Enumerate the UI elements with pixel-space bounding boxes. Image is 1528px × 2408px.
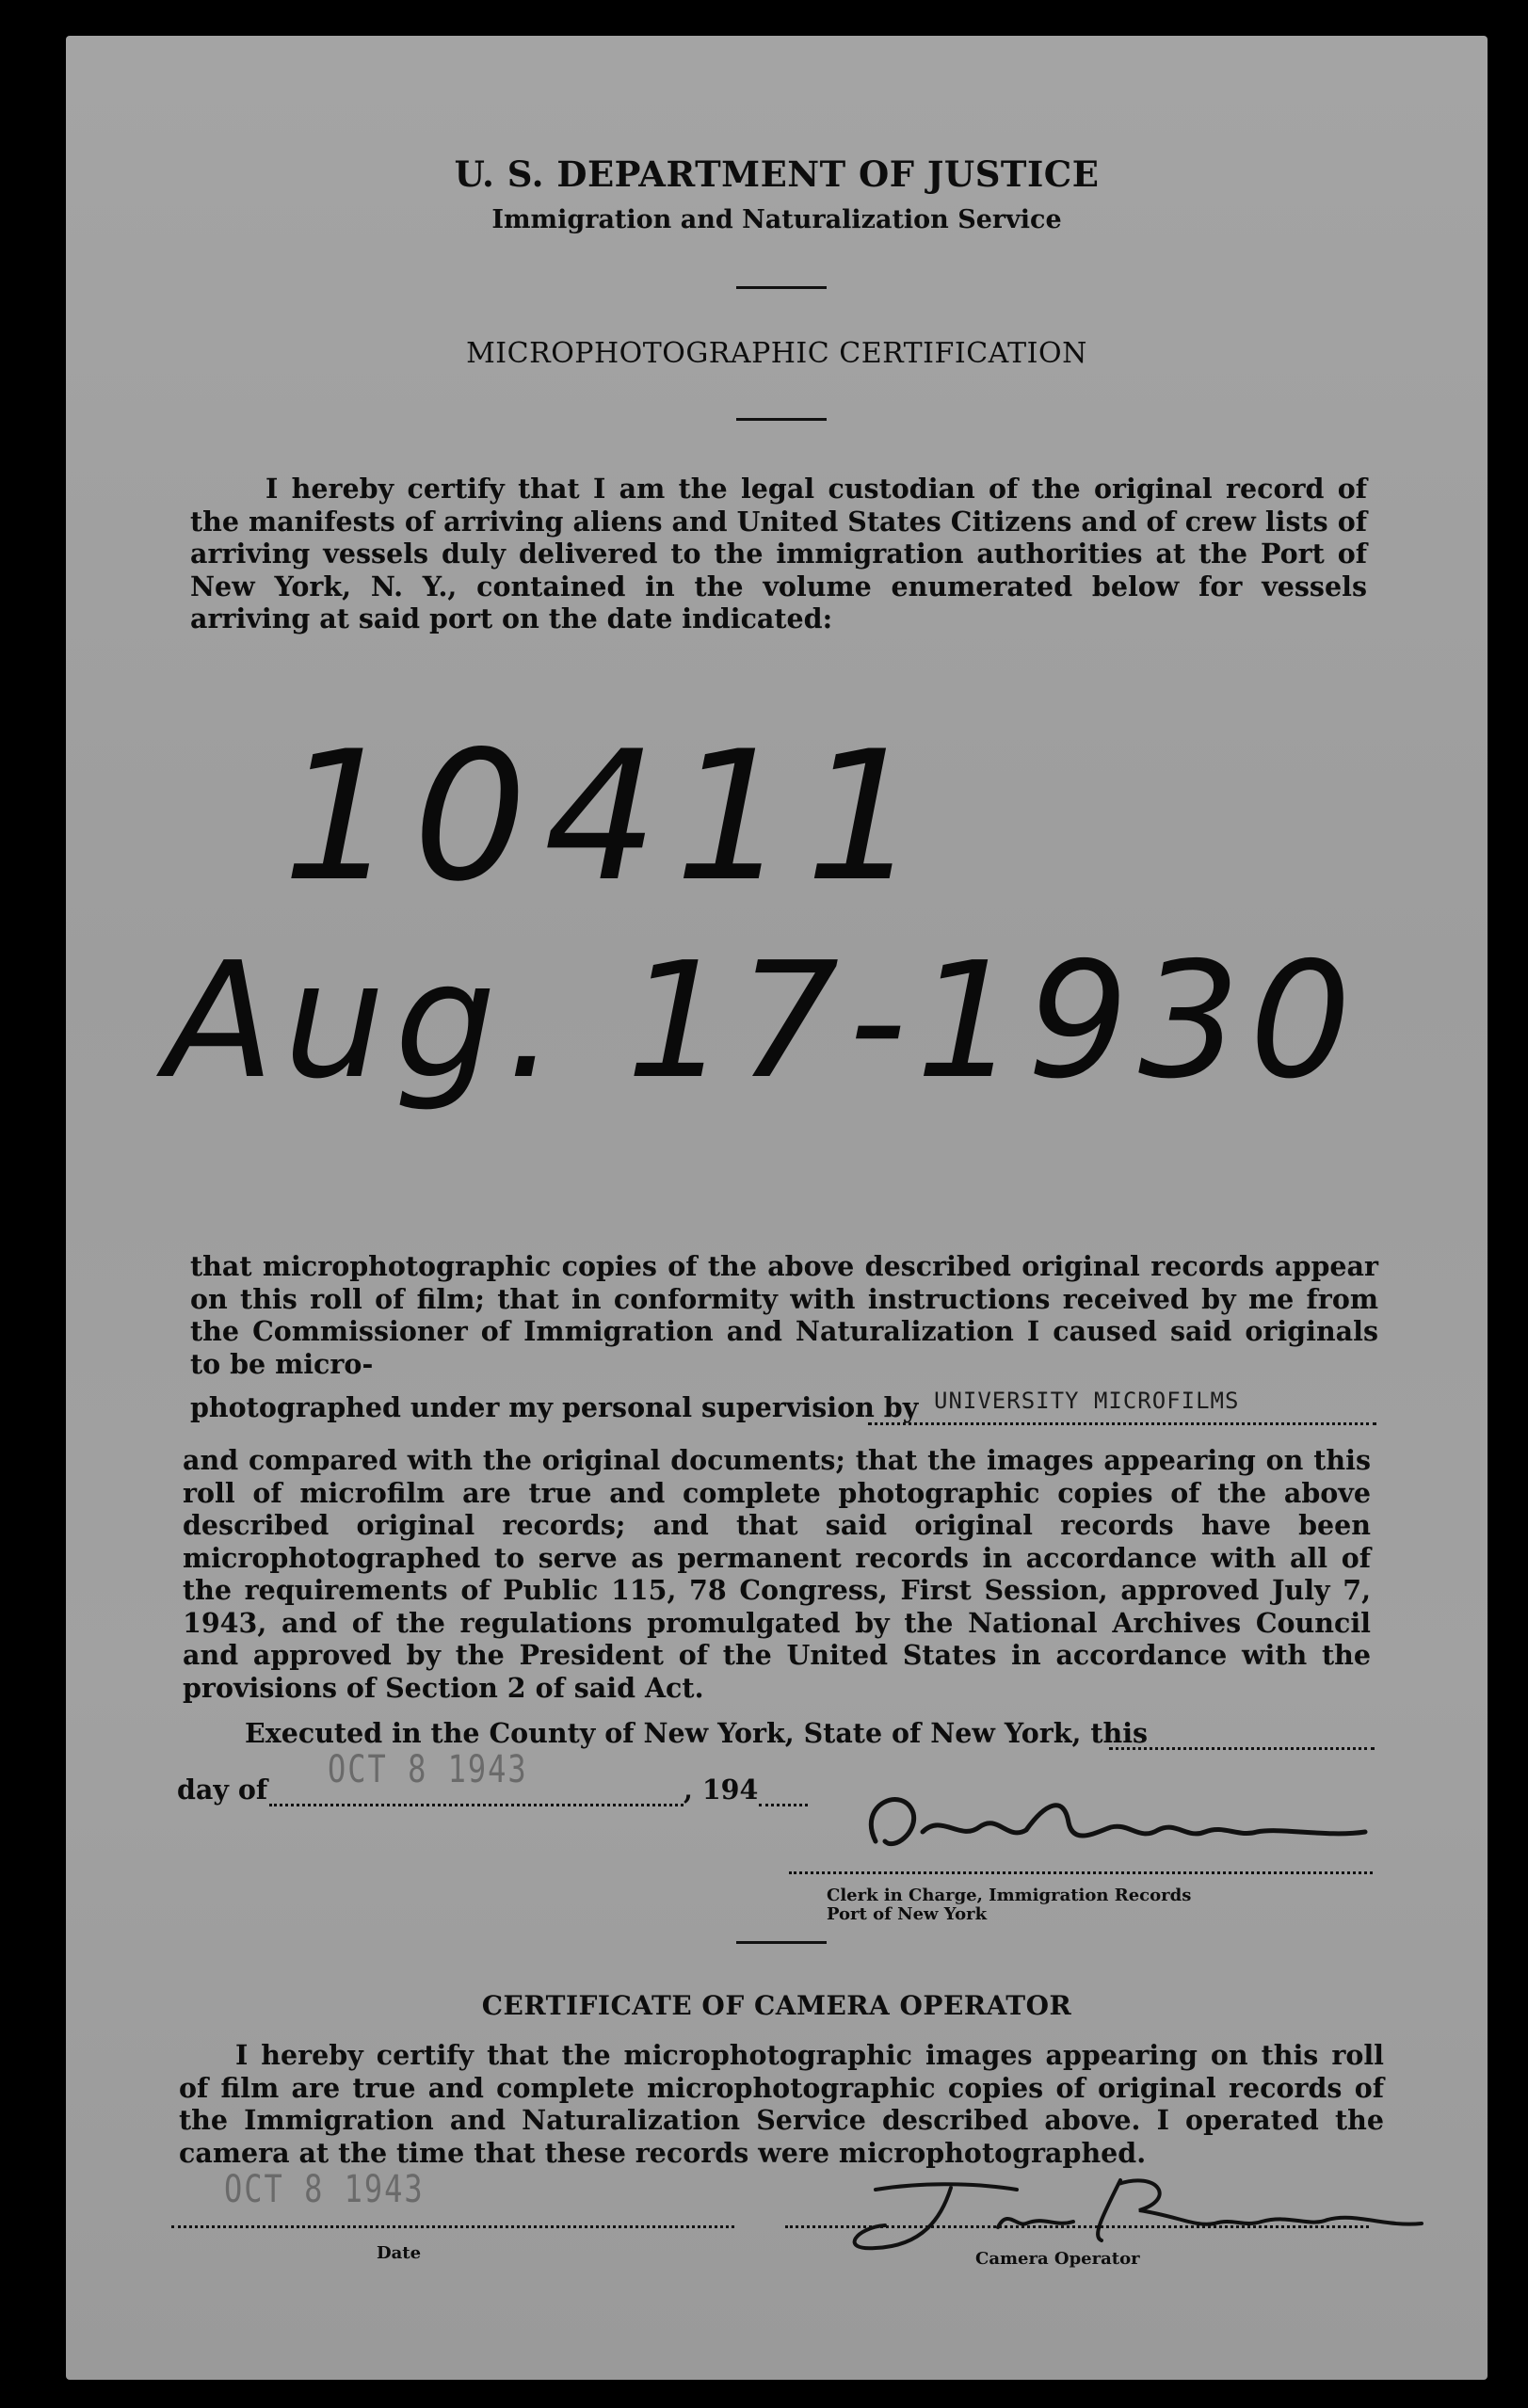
certification-body-part1: that microphotographic copies of the above described original records appear on this roll of film; that in conformity with instructions received by me from the Commissioner of Immigration and Naturalization I caused said originals to be micro-: [190, 1250, 1378, 1380]
camera-operator-label: Camera Operator: [975, 2249, 1140, 2269]
year-dotted-line: [759, 1804, 808, 1806]
camera-operator-title: CERTIFICATE OF CAMERA OPERATOR: [481, 1990, 1072, 2021]
handwritten-date: [165, 911, 1361, 1137]
year-label: , 194: [684, 1774, 759, 1806]
day-of-label: day of: [177, 1774, 268, 1806]
svg-text:Aug. 17-1930: Aug. 17-1930: [165, 928, 1361, 1115]
certificate-page: [66, 36, 1488, 2380]
supervision-dotted-line: [868, 1422, 1376, 1425]
certification-title: MICROPHOTOGRAPHIC CERTIFICATION: [466, 337, 1087, 370]
clerk-signature: [838, 1775, 1384, 1879]
date-signature-line: [171, 2225, 734, 2228]
certification-intro: I hereby certify that I am the legal custodian of the original record of the manifests of arriving aliens and United States Citizens and of crew lists of arriving vessels duly delivered to the immigration authorities at the Port of New York, N. Y., contained in the volume enumerated below for vessels arriving at said port on the date indicated:: [190, 473, 1367, 634]
camera-operator-statement: I hereby certify that the microphotographic images appearing on this roll of film are true and complete microphotographic copies of original records of the Immigration and Naturalization Service described above. I operated the camera at the time that these records were microphotographed.: [179, 2039, 1384, 2169]
day-of-dotted-line: [269, 1804, 684, 1806]
department-heading: U. S. DEPARTMENT OF JUSTICE: [454, 153, 1100, 195]
operator-signature-line: [785, 2225, 1369, 2228]
date-label: Date: [377, 2243, 422, 2263]
divider: [736, 418, 827, 421]
clerk-signature-line: [789, 1871, 1373, 1874]
handwritten-volume-number: [282, 709, 937, 921]
service-heading: Immigration and Naturalization Service: [491, 205, 1062, 234]
divider: [736, 1941, 827, 1944]
photographer-name: UNIVERSITY MICROFILMS: [934, 1388, 1240, 1414]
executed-line: Executed in the County of New York, State of New York, this: [245, 1717, 1149, 1749]
supervision-line-label: photographed under my personal supervision by: [190, 1391, 919, 1423]
certification-body-part2: and compared with the original documents; that the images appearing on this roll of microfilm are true and complete photographic copies of the above described original records; and that said original records have been microphotographed to serve as permanent records in accordance with all of the requirements of Public 115, 78 Congress, First Session, approved July 7, 1943, and of the regulations promulgated by the National Archives Council and approved by the President of the United States in accordance with the provisions of Section 2 of said Act.: [183, 1444, 1371, 1704]
svg-text:10411: 10411: [282, 713, 937, 921]
executed-dotted-line: [1109, 1747, 1375, 1750]
operator-date-stamp: OCT 8 1943: [224, 2166, 425, 2211]
divider: [736, 286, 827, 289]
clerk-title-line2: Port of New York: [827, 1904, 988, 1924]
clerk-title-line1: Clerk in Charge, Immigration Records: [827, 1886, 1192, 1905]
date-stamp: OCT 8 1943: [328, 1746, 528, 1791]
clerk-title: [827, 1886, 1191, 1924]
